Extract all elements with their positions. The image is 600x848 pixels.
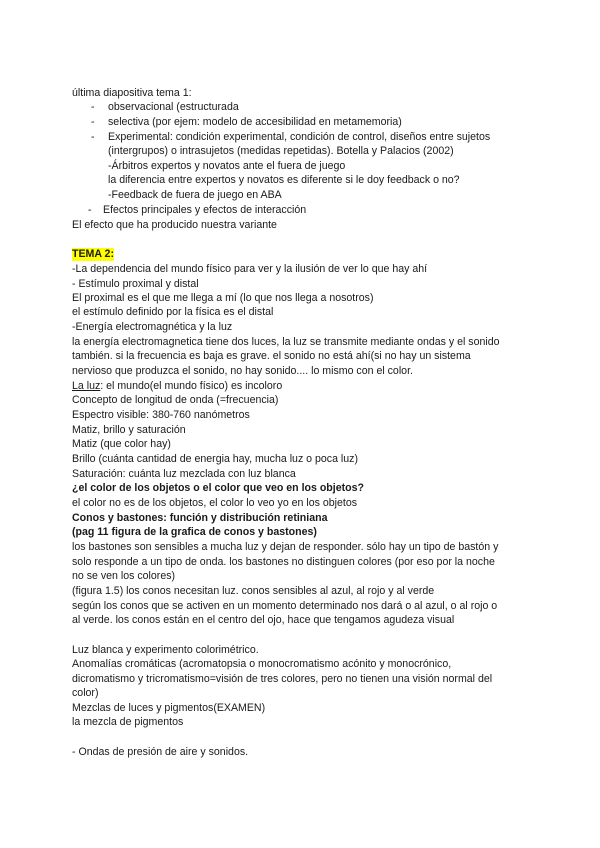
- bullet-dash: -: [91, 101, 95, 113]
- text-line: no se ven los colores): [72, 570, 176, 582]
- text-line: la energía electromagnetica tiene dos luces, la luz se transmite mediante ondas y el sonido: [72, 336, 500, 348]
- bullet-continuation: -Feedback de fuera de juego en ABA: [108, 189, 282, 201]
- bullet-continuation: -Árbitros expertos y novatos ante el fuera de juego: [108, 160, 346, 172]
- text-line: Saturación: cuánta luz mezclada con luz blanca: [72, 468, 296, 480]
- text-line: - Ondas de presión de aire y sonidos.: [72, 746, 249, 758]
- luz-line: [72, 380, 282, 393]
- text-line: El proximal es el que me llega a mí (lo que nos llega a nosotros): [72, 292, 374, 304]
- text-line: (figura 1.5) los conos necesitan luz. conos sensibles al azul, al rojo y al verde: [72, 585, 435, 597]
- luz-label: La luz: [72, 380, 101, 392]
- text-line: el color no es de los objetos, el color lo veo yo en los objetos: [72, 497, 358, 509]
- bullet-text: Experimental: condición experimental, condición de control, diseños entre sujetos: [108, 131, 491, 143]
- intro-closing: El efecto que ha producido nuestra variante: [72, 219, 277, 231]
- text-line: el estímulo definido por la física es el distal: [72, 306, 274, 318]
- bullet-text: observacional (estructurada: [108, 101, 239, 113]
- section-heading: TEMA 2:: [72, 248, 114, 260]
- bullet-text: Efectos principales y efectos de interacción: [103, 204, 307, 216]
- text-line: Concepto de longitud de onda (=frecuencia): [72, 394, 279, 406]
- bullet-dash: -: [88, 204, 92, 216]
- text-line: -Energía electromagnética y la luz: [72, 321, 233, 333]
- bold-question: ¿el color de los objetos o el color que veo en los objetos?: [72, 482, 364, 494]
- intro-heading: última diapositiva tema 1:: [72, 87, 192, 99]
- text-line: Luz blanca y experimento colorimétrico.: [72, 644, 259, 656]
- text-line: color): [72, 687, 99, 699]
- bullet-text: selectiva (por ejem: modelo de accesibilidad en metamemoria): [108, 116, 402, 128]
- text-line: Matiz (que color hay): [72, 438, 171, 450]
- bullet-continuation: la diferencia entre expertos y novatos es diferente si le doy feedback o no?: [108, 174, 460, 186]
- text-line: los bastones son sensibles a mucha luz y dejan de responder. sólo hay un tipo de bastón y: [72, 541, 499, 553]
- text-line: - Estímulo proximal y distal: [72, 278, 199, 290]
- bullet-dash: -: [91, 116, 95, 128]
- text-line: la mezcla de pigmentos: [72, 716, 184, 728]
- text-line: nervioso que produzca el sonido, no hay sonido.... lo mismo con el color.: [72, 365, 413, 377]
- text-line: Matiz, brillo y saturación: [72, 424, 186, 436]
- text-line: al verde. los conos están en el centro del ojo, hace que tengamos agudeza visual: [72, 614, 455, 626]
- bold-reference: (pag 11 figura de la grafica de conos y bastones): [72, 526, 317, 538]
- luz-text: : el mundo(el mundo físico) es incoloro: [100, 380, 283, 392]
- bullet-continuation: (intergrupos) o intrasujetos (medidas repetidas). Botella y Palacios (2002): [108, 145, 454, 157]
- text-line: Mezclas de luces y pigmentos(EXAMEN): [72, 702, 266, 714]
- text-line: Anomalías cromáticas (acromatopsia o monocromatismo acónito y monocrónico,: [72, 658, 452, 670]
- text-line: Espectro visible: 380-760 nanómetros: [72, 409, 250, 421]
- text-line: solo responde a un tipo de onda. los bastones no distinguen colores (por eso por la noche: [72, 556, 495, 568]
- bullet-dash: -: [91, 131, 95, 143]
- text-line: también. si la frecuencia es baja es grave. el sonido no está ahí(si no hay un sistema: [72, 350, 471, 362]
- text-line: dicromatismo y tricromatismo=visión de tres colores, pero no tienen una visión normal del: [72, 673, 493, 685]
- bold-title: Conos y bastones: función y distribución retiniana: [72, 512, 328, 524]
- text-line: según los conos que se activen en un momento determinado nos dará o al azul, o al rojo o: [72, 600, 498, 612]
- text-line: Brillo (cuánta cantidad de energia hay, mucha luz o poca luz): [72, 453, 358, 465]
- text-line: -La dependencia del mundo físico para ver y la ilusión de ver lo que hay ahí: [72, 263, 428, 275]
